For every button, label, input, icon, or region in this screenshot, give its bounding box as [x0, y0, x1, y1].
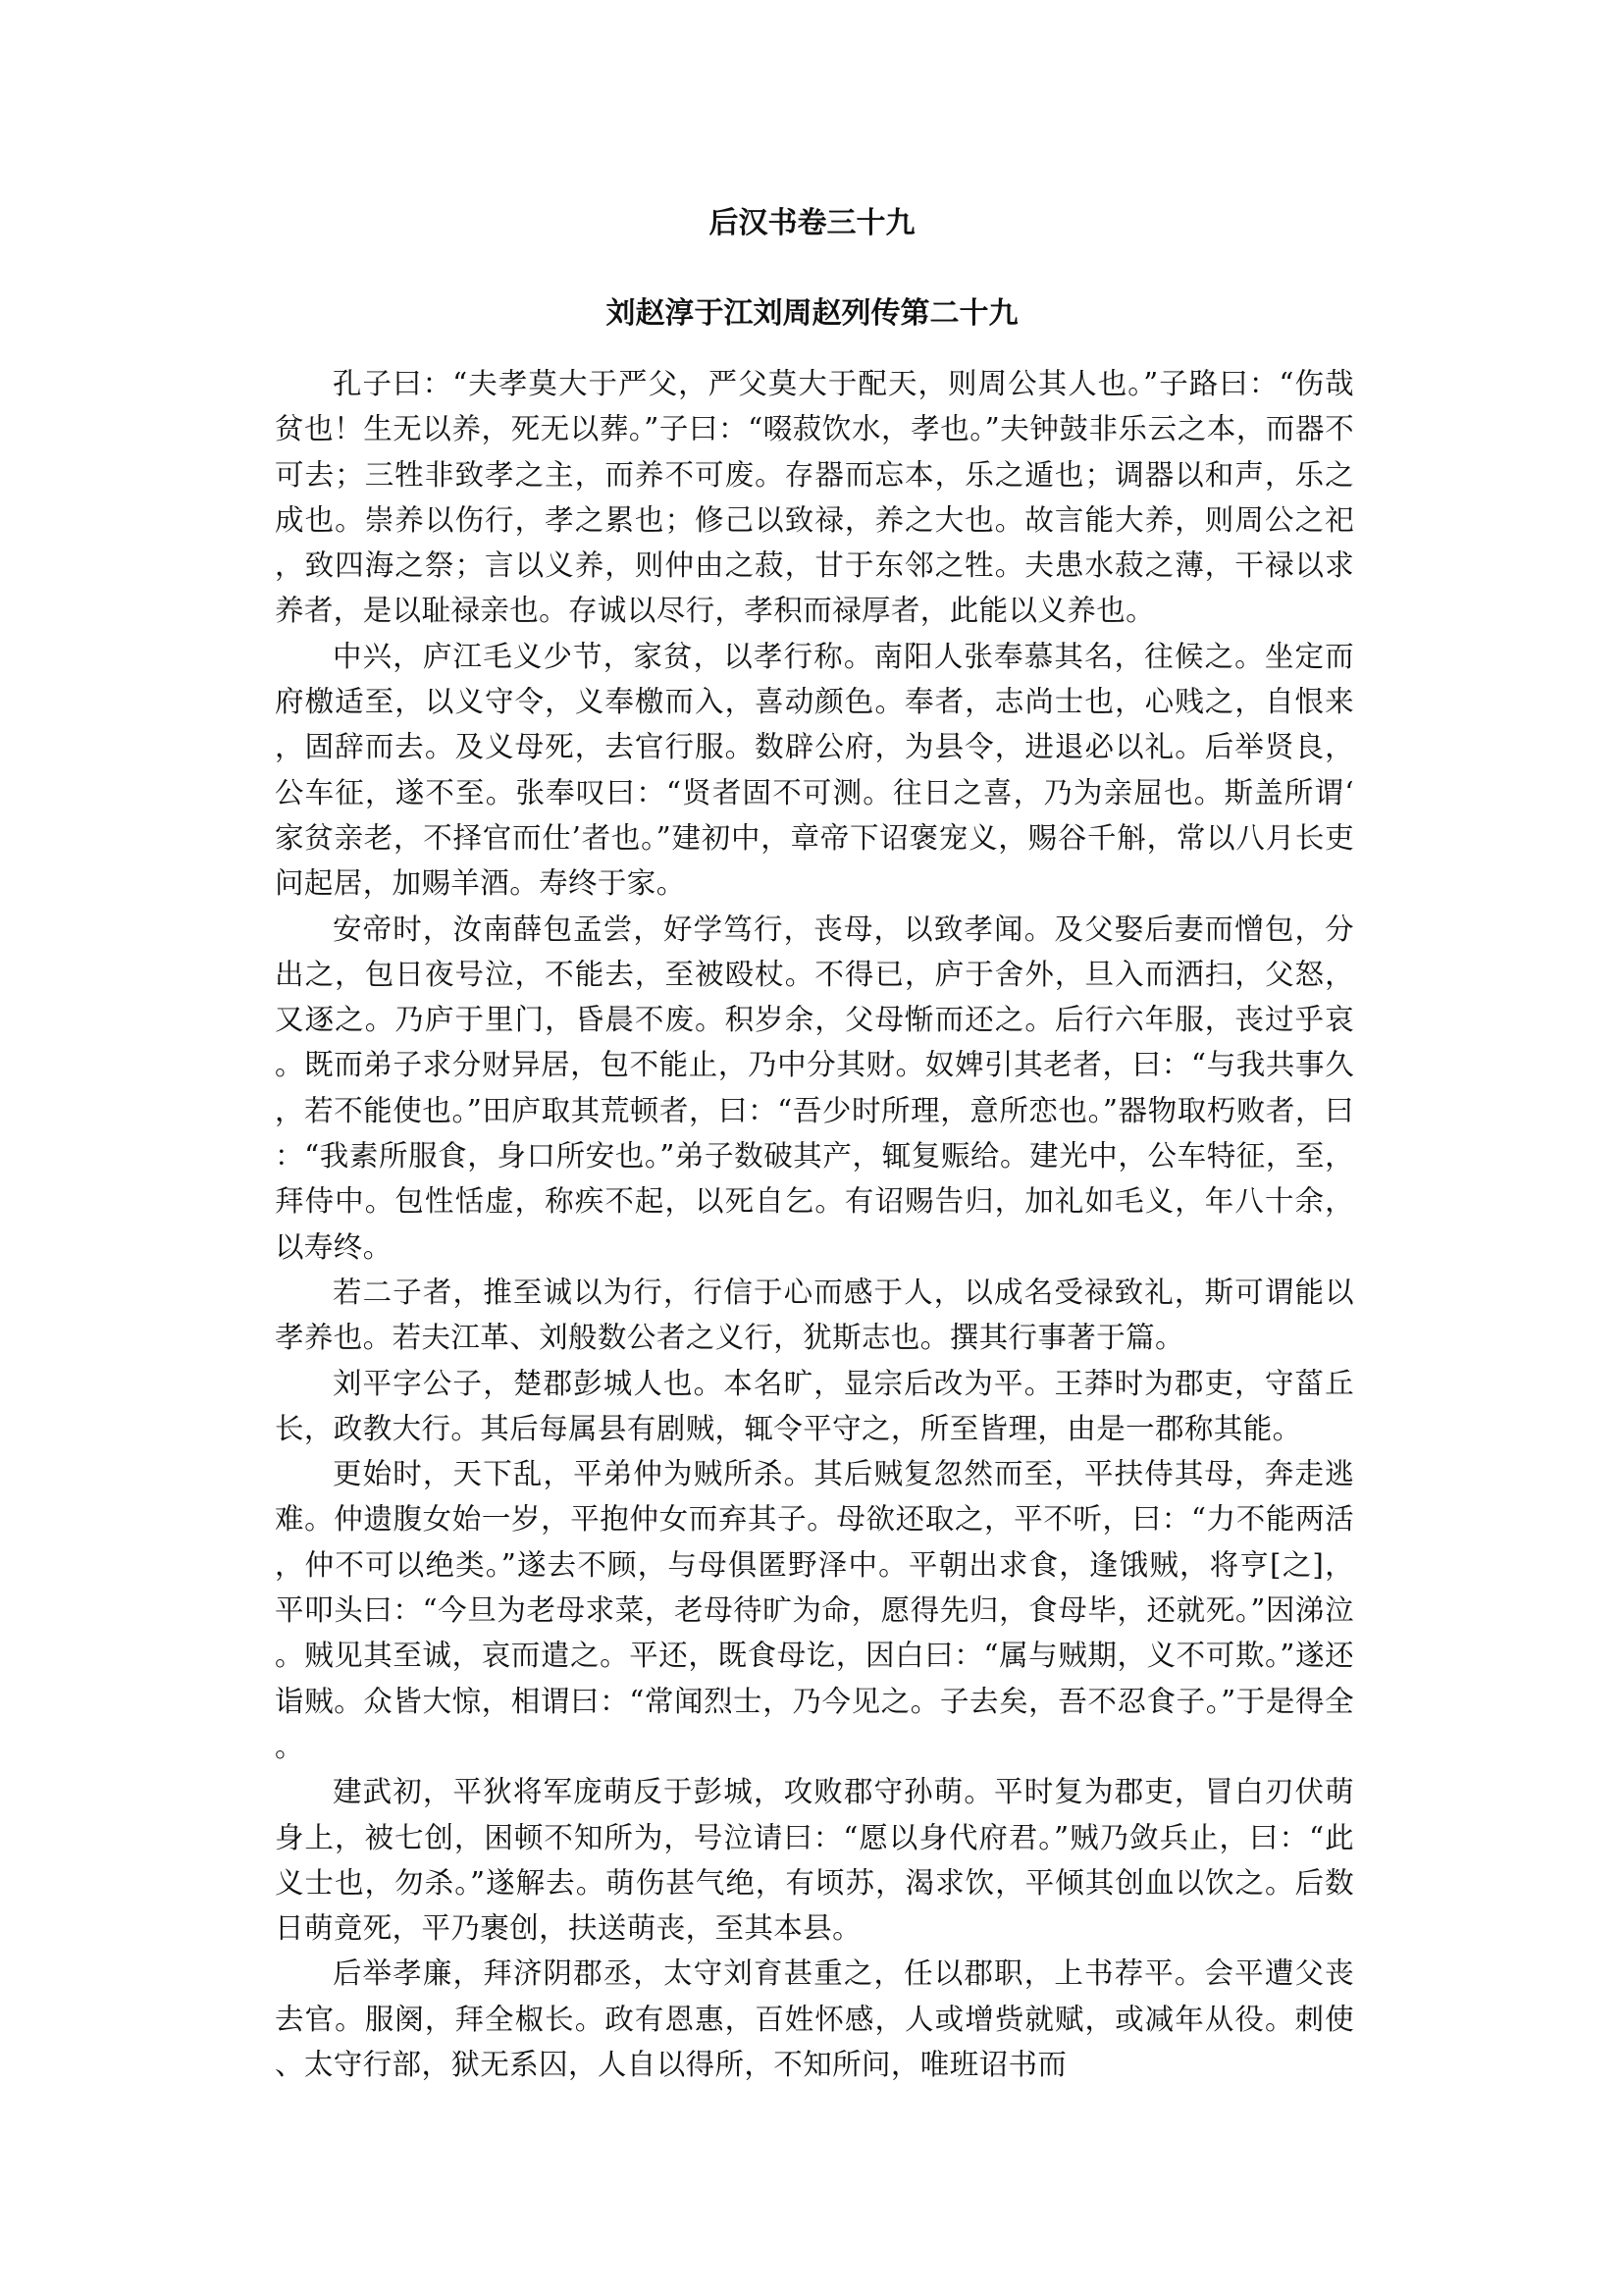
paragraph: 孔子曰：“夫孝莫大于严父，严父莫大于配天，则周公其人也。”子路曰：“伤哉贫也！生无以养，死无以葬。”子曰：“啜菽饮水，孝也。”夫钟鼓非乐云之本，而器不可去；三牲非致孝之主，而养不可废。存器而忘本，乐之遁也；调器以和声，乐之成也。崇养以伤行，孝之累也；修己以致禄，养之大也。故言能大养，则周公之祀，致四海之祭；言以义养，则仲由之菽，甘于东邻之牲。夫患水菽之薄，干禄以求养者，是以耻禄亲也。存诚以尽行，孝积而禄厚者，此能以义养也。 — [275, 367, 1354, 628]
paragraph: 更始时，天下乱，平弟仲为贼所杀。其后贼复忽然而至，平扶侍其母，奔走逃难。仲遗腹女始一岁，平抱仲女而弃其子。母欲还取之，平不听，曰：“力不能两活，仲不可以绝类。”遂去不顾，与母俱匿野泽中。平朝出求食，逢饿贼，将亨[之]，平叩头曰：“今旦为老母求菜，老母待旷为命，愿得先归，食母毕，还就死。”因涕泣。贼见其至诚，哀而遣之。平还，既食母讫，因白曰：“属与贼期，义不可欺。”遂还诣贼。众皆大惊，相谓曰：“常闻烈士，乃今见之。子去矣，吾不忍食子。”于是得全。 — [275, 1457, 1354, 1763]
paragraph: 刘平字公子，楚郡彭城人也。本名旷，显宗后改为平。王莽时为郡吏，守菑丘长，政教大行。其后每属县有剧贼，辄令平守之，所至皆理，由是一郡称其能。 — [275, 1366, 1354, 1445]
paragraph: 安帝时，汝南薛包孟尝，好学笃行，丧母，以致孝闻。及父娶后妻而憎包，分出之，包日夜号泣，不能去，至被殴杖。不得已，庐于舍外，旦入而洒扫，父怒，又逐之。乃庐于里门，昏晨不废。积岁余，父母惭而还之。后行六年服，丧过乎哀。既而弟子求分财异居，包不能止，乃中分其财。奴婢引其老者，曰：“与我共事久，若不能使也。”田庐取其荒顿者，曰：“吾少时所理，意所恋也。”器物取朽败者，曰：“我素所服食，身口所安也。”弟子数破其产，辄复赈给。建光中，公车特征，至，拜侍中。包性恬虚，称疾不起，以死自乞。有诏赐告归，加礼如毛义，年八十余，以寿终。 — [275, 912, 1354, 1264]
paragraph: 后举孝廉，拜济阴郡丞，太守刘育甚重之，任以郡职，上书荐平。会平遭父丧去官。服阕，拜全椒长。政有恩惠，百姓怀感，人或增赀就赋，或减年从役。刺使、太守行部，狱无系囚，人自以得所，不知所问，唯班诏书而 — [275, 1956, 1354, 2081]
body-text — [275, 361, 1354, 2087]
paragraph: 中兴，庐江毛义少节，家贫，以孝行称。南阳人张奉慕其名，往候之。坐定而府檄适至，以义守令，义奉檄而入，喜动颜色。奉者，志尚士也，心贱之，自恨来，固辞而去。及义母死，去官行服。数辟公府，为县令，进退必以礼。后举贤良，公车征，遂不至。张奉叹曰：“贤者固不可测。往日之喜，乃为亲屈也。斯盖所谓‘家贫亲老，不择官而仕’者也。”建初中，章帝下诏褒宠义，赐谷千斛，常以八月长吏问起居，加赐羊酒。寿终于家。 — [275, 639, 1354, 901]
page-title: 后汉书卷三十九 — [708, 206, 916, 240]
paragraph: 建武初，平狄将军庞萌反于彭城，攻败郡守孙萌。平时复为郡吏，冒白刃伏萌身上，被七创，困顿不知所为，号泣请曰：“愿以身代府君。”贼乃敛兵止，曰：“此义士也，勿杀。”遂解去。萌伤甚气绝，有顷苏，渴求饮，平倾其创血以饮之。后数日萌竟死，平乃裹创，扶送萌丧，至其本县。 — [275, 1775, 1354, 1946]
paragraph: 若二子者，推至诚以为行，行信于心而感于人，以成名受禄致礼，斯可谓能以孝养也。若夫江革、刘般数公者之义行，犹斯志也。撰其行事著于篇。 — [275, 1275, 1354, 1355]
chapter-title: 刘赵淳于江刘周赵列传第二十九 — [605, 296, 1019, 331]
